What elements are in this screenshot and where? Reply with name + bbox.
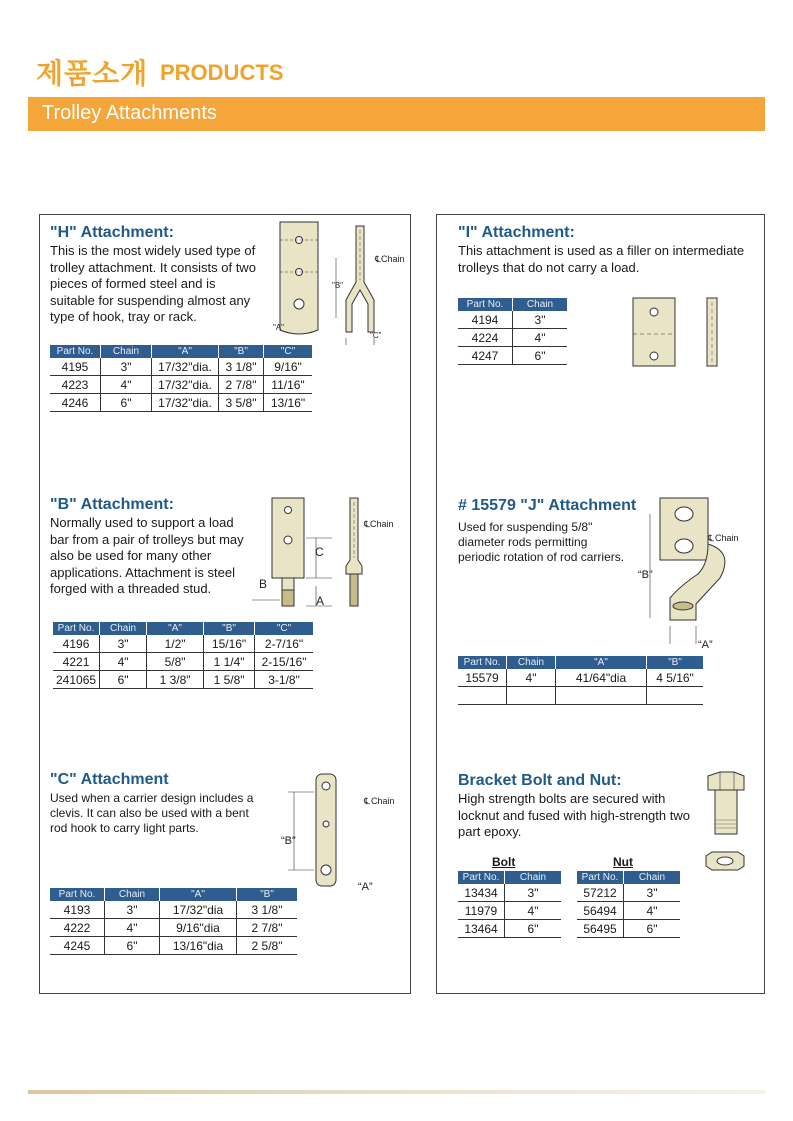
table-cell: 4" <box>100 653 147 671</box>
table-cell: 4" <box>507 669 556 687</box>
table-row <box>458 329 567 347</box>
b-attachment-description: Normally used to support a load bar from a pair of trolleys but may also be used for many other applications. Attachment is steel forged with a threaded stud. <box>50 515 244 596</box>
table-cell: 4246 <box>50 394 101 412</box>
c-label-c: ℄ <box>364 796 370 806</box>
table-cell: 5/8" <box>147 653 204 671</box>
table-row <box>458 902 561 920</box>
column-header: "A" <box>147 622 204 635</box>
table-cell: 3" <box>505 884 562 902</box>
table-cell: 4" <box>505 902 562 920</box>
h-label-c: ℄ <box>375 254 381 264</box>
table-cell: 4" <box>513 329 568 347</box>
table-row <box>458 669 703 687</box>
column-header: Part No. <box>458 656 507 669</box>
table-cell: 6" <box>624 920 681 938</box>
column-header: Part No. <box>53 622 100 635</box>
h-attachment-diagram <box>270 220 410 345</box>
table-cell: 9/16" <box>264 358 313 376</box>
column-header: Chain <box>507 656 556 669</box>
empty-cell <box>647 687 704 705</box>
h-label-cdim: "C" <box>370 331 382 340</box>
table-row <box>577 920 680 938</box>
h-attachment-table <box>50 345 312 412</box>
table-cell: 17/32"dia <box>160 901 237 919</box>
banner-title: Trolley Attachments <box>42 102 217 124</box>
j-attachment-title: # 15579 "J" Attachment <box>458 497 637 514</box>
table-cell: 41/64"dia <box>556 669 647 687</box>
table-cell: 4195 <box>50 358 101 376</box>
table-cell: 3 5/8" <box>219 394 264 412</box>
table-cell: 3" <box>101 358 152 376</box>
table-cell: 56495 <box>577 920 624 938</box>
column-header: Chain <box>101 345 152 358</box>
table-cell: 13464 <box>458 920 505 938</box>
table-row <box>53 653 313 671</box>
table-cell: 6" <box>100 671 147 689</box>
h-label-a: "A" <box>273 323 285 332</box>
table-row <box>50 376 312 394</box>
b-label-chain: Chain <box>370 519 394 529</box>
table-row <box>577 902 680 920</box>
column-header: Chain <box>624 871 681 884</box>
table-cell: 17/32"dia. <box>152 376 219 394</box>
i-attachment-title: "I" Attachment: <box>458 224 575 241</box>
column-header: Chain <box>105 888 160 901</box>
table-cell: 4" <box>624 902 681 920</box>
table-cell: 4222 <box>50 919 105 937</box>
table-cell: 3" <box>624 884 681 902</box>
column-header: "A" <box>556 656 647 669</box>
column-header: "C" <box>255 622 314 635</box>
table-cell: 4247 <box>458 347 513 365</box>
table-cell: 9/16"dia <box>160 919 237 937</box>
empty-row <box>458 687 703 705</box>
table-header-row <box>50 345 312 358</box>
column-header: Chain <box>100 622 147 635</box>
nut-label: Nut <box>613 855 633 869</box>
column-header: Part No. <box>50 345 101 358</box>
table-cell: 57212 <box>577 884 624 902</box>
table-cell: 17/32"dia. <box>152 358 219 376</box>
table-cell: 2 7/8" <box>219 376 264 394</box>
table-cell: 2-15/16" <box>255 653 314 671</box>
column-header: "B" <box>219 345 264 358</box>
table-cell: 3 1/8" <box>219 358 264 376</box>
j-label-b: “B” <box>638 569 653 581</box>
table-cell: 1 3/8" <box>147 671 204 689</box>
table-cell: 3" <box>100 635 147 653</box>
table-cell: 1/2" <box>147 635 204 653</box>
table-cell: 4196 <box>53 635 100 653</box>
column-header: "A" <box>152 345 219 358</box>
empty-cell <box>556 687 647 705</box>
bracket-bolt-title: Bracket Bolt and Nut: <box>458 772 622 789</box>
table-row <box>53 671 313 689</box>
c-attachment-diagram <box>278 770 408 893</box>
table-row <box>458 311 567 329</box>
table-row <box>577 884 680 902</box>
bracket-bolt-description: High strength bolts are secured with locknut and fused with high-strength two part epoxy. <box>458 791 690 839</box>
column-header: Part No. <box>458 298 513 311</box>
table-cell: 4221 <box>53 653 100 671</box>
j-label-chain: Chain <box>715 533 739 543</box>
table-header-row <box>458 298 567 311</box>
empty-cell <box>458 687 507 705</box>
table-row <box>50 919 297 937</box>
table-header-row <box>50 888 297 901</box>
table-cell: 4223 <box>50 376 101 394</box>
c-attachment-title: "C" Attachment <box>50 771 169 788</box>
table-cell: 4193 <box>50 901 105 919</box>
column-header: "C" <box>264 345 313 358</box>
b-label-c: ℄ <box>364 519 370 529</box>
table-cell: 13/16"dia <box>160 937 237 955</box>
j-attachment-diagram <box>624 494 764 649</box>
table-header-row <box>458 656 703 669</box>
column-header: Part No. <box>458 871 505 884</box>
table-row <box>458 920 561 938</box>
c-label-b: “B” <box>281 835 296 847</box>
column-header: Part No. <box>50 888 105 901</box>
h-attachment-description: This is the most widely used type of trolley attachment. It consists of two pieces of formed steel and is suitable for suspending almost any type of hook, tray or rack. <box>50 243 256 324</box>
table-cell: 4 5/16" <box>647 669 704 687</box>
i-attachment-table <box>458 298 567 365</box>
table-row <box>458 884 561 902</box>
table-header-row <box>53 622 313 635</box>
footer-rule <box>28 1090 765 1094</box>
j-attachment-description: Used for suspending 5/8" diameter rods permitting periodic rotation of rod carriers. <box>458 520 625 564</box>
column-header: Chain <box>513 298 568 311</box>
table-cell: 3 1/8" <box>237 901 298 919</box>
b-attachment-title: "B" Attachment: <box>50 496 174 513</box>
empty-cell <box>507 687 556 705</box>
table-cell: 17/32"dia. <box>152 394 219 412</box>
table-cell: 2-7/16" <box>255 635 314 653</box>
table-cell: 56494 <box>577 902 624 920</box>
table-cell: 15579 <box>458 669 507 687</box>
j-label-a: “A” <box>698 639 713 651</box>
table-row <box>50 937 297 955</box>
table-cell: 6" <box>505 920 562 938</box>
column-header: "B" <box>647 656 704 669</box>
c-attachment-table <box>50 888 297 955</box>
section-banner <box>28 97 765 131</box>
table-cell: 2 5/8" <box>237 937 298 955</box>
bolt-table <box>458 871 561 938</box>
h-label-chain: Chain <box>381 254 405 264</box>
table-row <box>458 347 567 365</box>
b-attachment-diagram <box>248 494 408 616</box>
table-row <box>50 901 297 919</box>
h-attachment-title: "H" Attachment: <box>50 224 174 241</box>
b-label-bdim: B <box>259 577 268 591</box>
header-title-english: PRODUCTS <box>160 60 284 85</box>
table-cell: 15/16" <box>204 635 255 653</box>
column-header: Part No. <box>577 871 624 884</box>
table-cell: 4194 <box>458 311 513 329</box>
b-label-cdim: C <box>315 545 324 559</box>
column-header: "B" <box>204 622 255 635</box>
bolt-label: Bolt <box>492 855 516 869</box>
table-row <box>53 635 313 653</box>
i-attachment-diagram <box>630 296 730 371</box>
table-cell: 1 5/8" <box>204 671 255 689</box>
j-label-c: ℄ <box>708 533 714 543</box>
header-title-korean: 제품소개 <box>36 57 149 90</box>
table-cell: 11/16" <box>264 376 313 394</box>
c-attachment-description: Used when a carrier design includes a clevis. It can also be used with a bent rod hook to carry light parts. <box>50 791 254 835</box>
j-attachment-table <box>458 656 703 705</box>
table-cell: 4" <box>105 919 160 937</box>
table-cell: 13/16" <box>264 394 313 412</box>
h-label-b: "B" <box>332 281 344 290</box>
nut-table <box>577 871 680 938</box>
column-header: "B" <box>237 888 298 901</box>
table-cell: 6" <box>513 347 568 365</box>
b-attachment-table <box>53 622 313 689</box>
table-row <box>50 358 312 376</box>
table-cell: 11979 <box>458 902 505 920</box>
table-cell: 13434 <box>458 884 505 902</box>
table-header-row <box>458 871 561 884</box>
bolt-nut-diagram <box>704 772 754 872</box>
table-cell: 3" <box>513 311 568 329</box>
table-cell: 3-1/8" <box>255 671 314 689</box>
table-cell: 6" <box>101 394 152 412</box>
c-label-a: “A” <box>358 881 373 893</box>
table-cell: 4245 <box>50 937 105 955</box>
table-cell: 2 7/8" <box>237 919 298 937</box>
b-label-adim: A <box>316 594 325 608</box>
table-header-row <box>577 871 680 884</box>
c-label-chain: Chain <box>371 796 395 806</box>
table-cell: 3" <box>105 901 160 919</box>
table-cell: 4224 <box>458 329 513 347</box>
i-attachment-description: This attachment is used as a filler on intermediate trolleys that do not carry a load. <box>458 243 745 275</box>
table-cell: 4" <box>101 376 152 394</box>
column-header: Chain <box>505 871 562 884</box>
column-header: "A" <box>160 888 237 901</box>
table-row <box>50 394 312 412</box>
table-cell: 6" <box>105 937 160 955</box>
table-cell: 1 1/4" <box>204 653 255 671</box>
table-cell: 241065 <box>53 671 100 689</box>
